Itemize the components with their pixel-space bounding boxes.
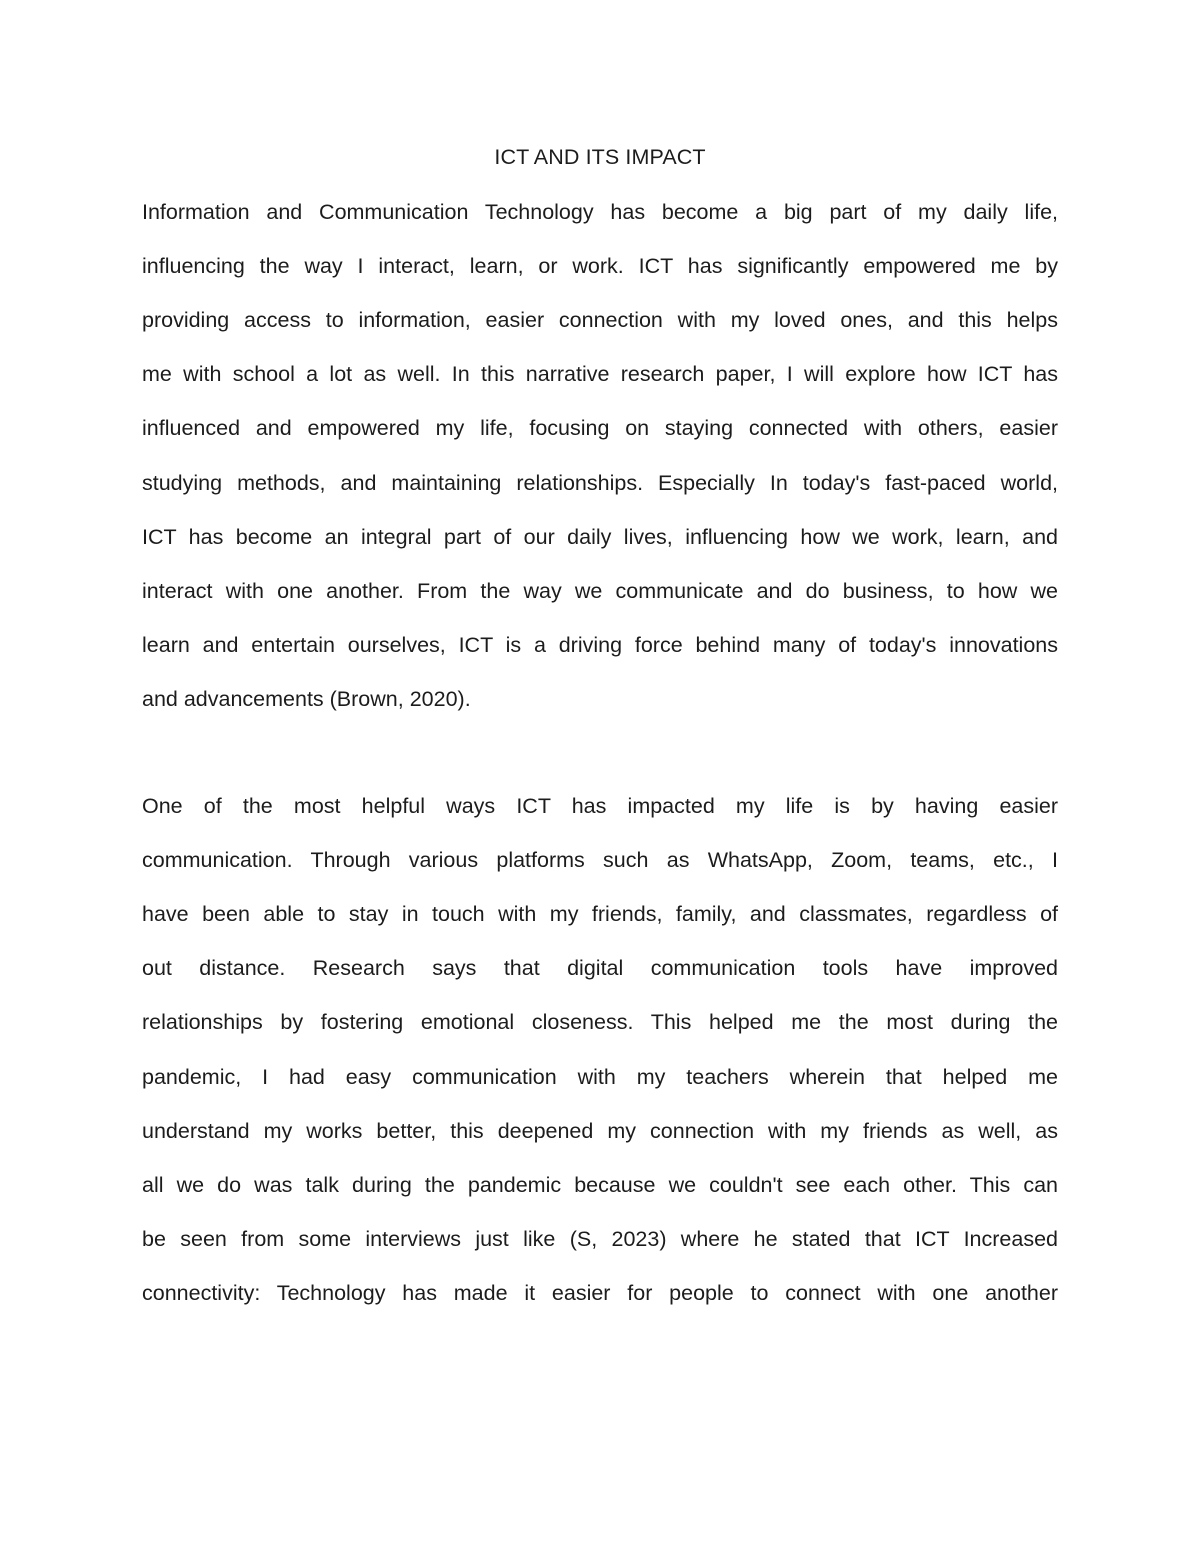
paragraph-line: learn and entertain ourselves, ICT is a driving force behind many of today's innovations	[142, 632, 1058, 657]
paragraph-line: connectivity: Technology has made it easier for people to connect with one another	[142, 1280, 1058, 1305]
paragraph-line: understand my works better, this deepened my connection with my friends as well, as	[142, 1118, 1058, 1143]
paragraph-line: be seen from some interviews just like (S, 2023) where he stated that ICT Increased	[142, 1226, 1058, 1251]
paragraph-line: influenced and empowered my life, focusing on staying connected with others, easier	[142, 416, 1058, 441]
paragraph-line: pandemic, I had easy communication with my teachers wherein that helped me	[142, 1064, 1058, 1089]
paragraph-line: me with school a lot as well. In this narrative research paper, I will explore how ICT has	[142, 362, 1058, 387]
paragraph-line: out distance. Research says that digital communication tools have improved	[142, 956, 1058, 981]
paragraph-line: Information and Communication Technology has become a big part of my daily life,	[142, 200, 1058, 224]
paragraph-line: providing access to information, easier connection with my loved ones, and this helps	[142, 308, 1058, 333]
paragraph-line: interact with one another. From the way we communicate and do business, to how we	[142, 578, 1058, 603]
paragraph-line: influencing the way I interact, learn, or work. ICT has significantly empowered me by	[142, 254, 1058, 279]
paragraph-line: studying methods, and maintaining relationships. Especially In today's fast-paced world,	[142, 470, 1058, 495]
paragraph-line: and advancements (Brown, 2020).	[142, 686, 471, 711]
paragraph-line: communication. Through various platforms such as WhatsApp, Zoom, teams, etc., I	[142, 848, 1058, 873]
paragraph-line: all we do was talk during the pandemic because we couldn't see each other. This can	[142, 1172, 1058, 1197]
paragraph-line: ICT has become an integral part of our daily lives, influencing how we work, learn, and	[142, 524, 1058, 549]
document-title: ICT AND ITS IMPACT	[494, 145, 706, 169]
paragraph-line: relationships by fostering emotional closeness. This helped me the most during the	[142, 1010, 1058, 1035]
paragraph-line: One of the most helpful ways ICT has impacted my life is by having easier	[142, 794, 1058, 818]
paragraph-line: have been able to stay in touch with my friends, family, and classmates, regardless of	[142, 902, 1058, 927]
